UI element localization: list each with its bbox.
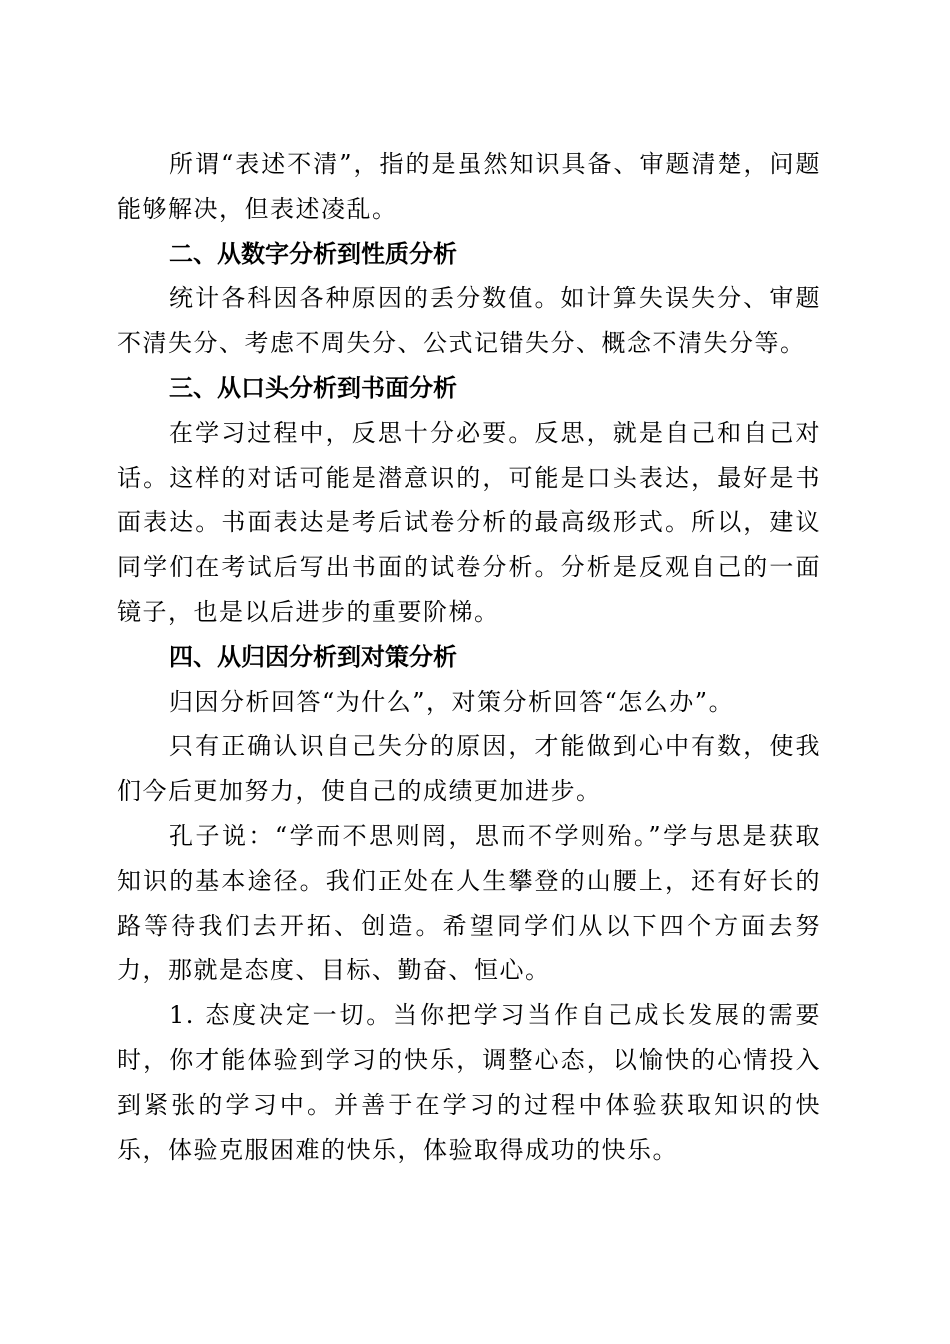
paragraph-know-the-reasons: 只有正确认识自己失分的原因，才能做到心中有数，使我们今后更加努力，使自己的成绩更加进步。	[117, 732, 821, 806]
paragraph-attitude-decides: 1. 态度决定一切。当你把学习当作自己成长发展的需要时，你才能体验到学习的快乐，调整心态，以愉快的心情投入到紧张的学习中。并善于在学习的过程中体验获取知识的快乐，体验克服困难的快乐，体验取得成功的快乐。	[117, 1001, 821, 1164]
heading-oral-to-written: 三、从口头分析到书面分析	[169, 373, 457, 402]
paragraph-reflection: 在学习过程中，反思十分必要。反思，就是自己和自己对话。这样的对话可能是潜意识的，可能是口头表达，最好是书面表达。书面表达是考后试卷分析的最高级形式。所以，建议同学们在考试后写出书面的试卷分析。分析是反观自己的一面镜子，也是以后进步的重要阶梯。	[117, 418, 821, 626]
paragraph-lost-points-statistics: 统计各科因各种原因的丢分数值。如计算失误失分、审题不清失分、考虑不周失分、公式记错失分、概念不清失分等。	[117, 284, 821, 358]
paragraph-expression-unclear: 所谓“表述不清”，指的是虽然知识具备、审题清楚，问题能够解决，但表述凌乱。	[117, 150, 821, 223]
heading-attribution-to-strategy: 四、从归因分析到对策分析	[169, 642, 457, 671]
document-page	[117, 142, 821, 1172]
heading-numeric-to-qualitative: 二、从数字分析到性质分析	[169, 239, 457, 268]
paragraph-confucius-quote: 孔子说：“学而不思则罔，思而不学则殆。”学与思是获取知识的基本途径。我们正处在人生攀登的山腰上，还有好长的路等待我们去开拓、创造。希望同学们从以下四个方面去努力，那就是态度、目标、勤奋、恒心。	[117, 821, 821, 985]
paragraph-why-and-how: 归因分析回答“为什么”，对策分析回答“怎么办”。	[169, 687, 735, 716]
